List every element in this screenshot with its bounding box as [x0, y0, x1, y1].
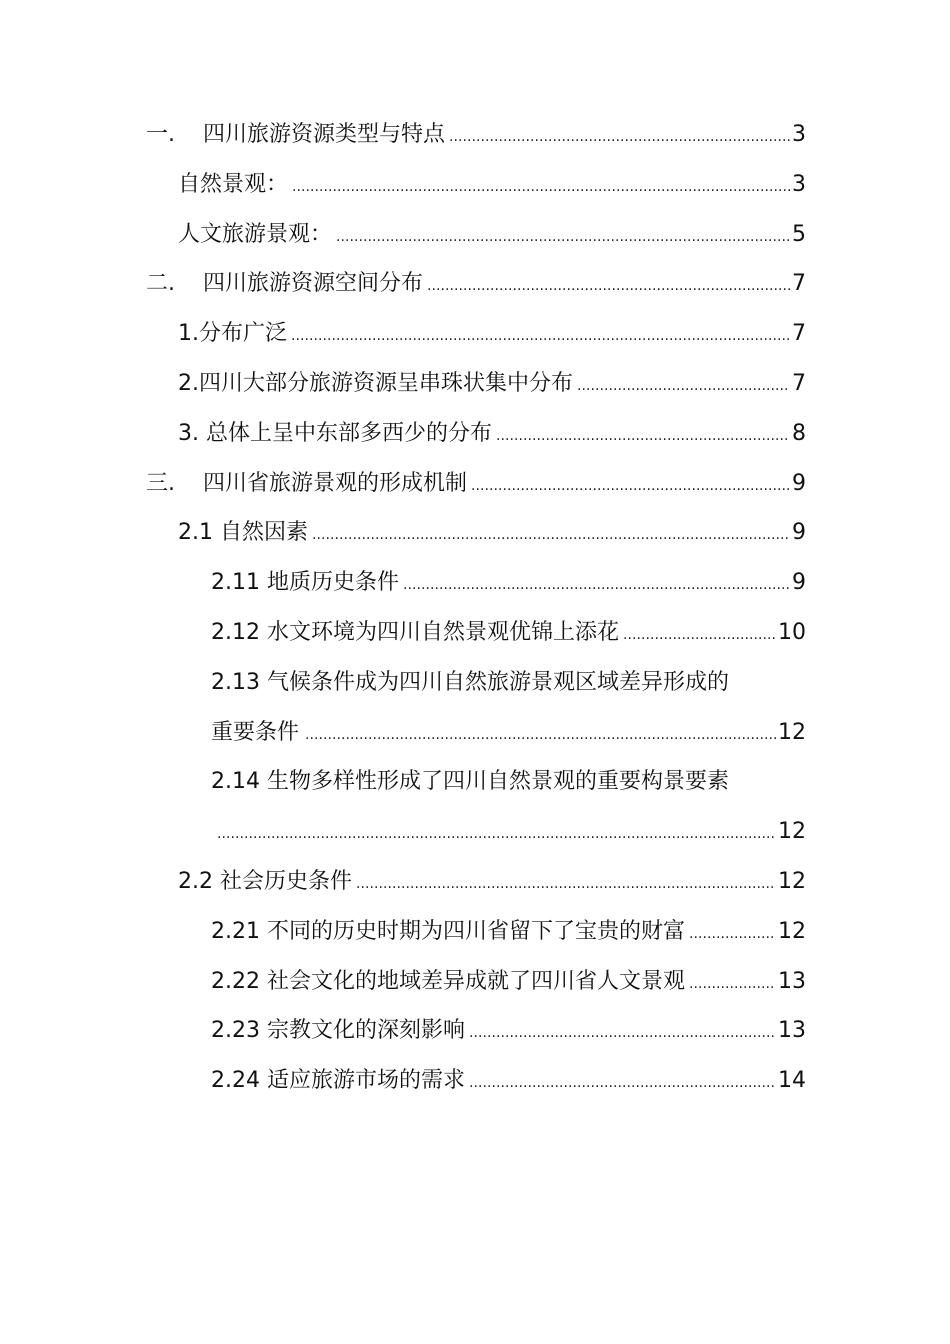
- toc-entry-page: 5: [792, 221, 806, 247]
- toc-entry-page: 13: [778, 968, 806, 994]
- toc-entry-2-13[interactable]: [0, 658, 806, 708]
- toc-entry-page: 3: [792, 122, 806, 147]
- toc-entry-title: 2.22 社会文化的地域差异成就了四川省人文景观: [211, 968, 685, 994]
- toc-entry-2-23[interactable]: [0, 1006, 806, 1056]
- dot-leader: [577, 359, 790, 412]
- toc-entry-natural-landscape[interactable]: [0, 160, 806, 210]
- toc-entry-title: 2.21 不同的历史时期为四川省留下了宝贵的财富: [211, 918, 685, 944]
- toc-entry-page: 3: [792, 171, 806, 197]
- toc-entry-page: 9: [792, 520, 806, 546]
- toc-entry-2-22[interactable]: [0, 957, 806, 1007]
- toc-entry-social-history[interactable]: [0, 857, 806, 907]
- dot-leader: [469, 1056, 776, 1109]
- toc-entry-title: 2.23 宗教文化的深刻影响: [211, 1018, 465, 1044]
- dot-leader: [623, 608, 776, 661]
- toc-entry-title: 2.14 生物多样性形成了四川自然景观的重要构景要素: [211, 769, 729, 795]
- toc-entry-section-3[interactable]: [0, 459, 806, 509]
- dot-leader: [689, 957, 776, 1010]
- toc-entry-2-24[interactable]: [0, 1056, 806, 1106]
- dot-leader: [217, 807, 776, 860]
- toc-entry-page: 12: [778, 819, 806, 845]
- toc-entry-2-1[interactable]: [0, 309, 806, 359]
- toc-entry-title: 3. 总体上呈中东部多西少的分布: [178, 420, 492, 446]
- toc-entry-title: 2.24 适应旅游市场的需求: [211, 1068, 465, 1094]
- toc-entry-title: 2.12 水文环境为四川自然景观优锦上添花: [211, 619, 619, 645]
- toc-entry-page: 8: [792, 420, 806, 446]
- toc-entry-number: 二.: [146, 271, 175, 297]
- dot-leader: [427, 259, 790, 312]
- dot-leader: [469, 1006, 776, 1059]
- toc-entry-page: 9: [792, 470, 806, 496]
- toc-entry-2-13-continued[interactable]: [0, 708, 806, 758]
- toc-entry-2-11[interactable]: [0, 558, 806, 608]
- toc-entry-page: 14: [778, 1068, 806, 1094]
- toc-entry-page: 10: [778, 619, 806, 645]
- toc-entry-section-2[interactable]: [0, 259, 806, 309]
- dot-leader: [689, 907, 776, 960]
- toc-entry-title: 四川省旅游景观的形成机制: [203, 470, 468, 496]
- toc-entry-2-2[interactable]: [0, 359, 806, 409]
- toc-entry-page: 7: [792, 370, 806, 396]
- toc-entry-title: 2.11 地质历史条件: [211, 570, 399, 596]
- toc-entry-title: 四川旅游资源类型与特点: [203, 122, 446, 147]
- table-of-contents: [0, 110, 950, 1106]
- dot-leader: [356, 857, 776, 910]
- toc-entry-2-3[interactable]: [0, 409, 806, 459]
- dot-leader: [305, 708, 776, 761]
- toc-entry-page: 12: [778, 868, 806, 894]
- toc-entry-2-12[interactable]: [0, 608, 806, 658]
- toc-entry-title: 2.2 社会历史条件: [178, 868, 352, 894]
- toc-entry-page: 7: [792, 271, 806, 297]
- toc-entry-page: 7: [792, 321, 806, 347]
- toc-entry-page: 13: [778, 1018, 806, 1044]
- toc-entry-number: 一.: [146, 122, 175, 147]
- toc-entry-2-14-continued[interactable]: [0, 807, 806, 857]
- dot-leader: [292, 160, 790, 213]
- toc-entry-page: 12: [778, 918, 806, 944]
- dot-leader: [449, 110, 790, 163]
- toc-entry-title-continued: 重要条件: [211, 719, 300, 745]
- toc-entry-title: 1.分布广泛: [178, 321, 287, 347]
- toc-entry-title: 2.四川大部分旅游资源呈串珠状集中分布: [178, 370, 573, 396]
- toc-entry-number: 三.: [146, 470, 175, 496]
- toc-entry-title: 自然景观：: [178, 171, 289, 197]
- dot-leader: [403, 558, 790, 611]
- toc-entry-title: 2.1 自然因素: [178, 520, 308, 546]
- dot-leader: [336, 210, 790, 263]
- dot-leader: [312, 508, 790, 561]
- toc-entry-natural-factors[interactable]: [0, 508, 806, 558]
- toc-entry-title: 四川旅游资源空间分布: [203, 271, 424, 297]
- dot-leader: [471, 459, 790, 512]
- toc-entry-2-21[interactable]: [0, 907, 806, 957]
- toc-entry-title: 2.13 气候条件成为四川自然旅游景观区域差异形成的: [211, 669, 729, 695]
- toc-entry-cultural-landscape[interactable]: [0, 210, 806, 260]
- toc-entry-page: 12: [778, 719, 806, 745]
- dot-leader: [496, 409, 790, 462]
- toc-entry-section-1[interactable]: [0, 110, 806, 160]
- dot-leader: [291, 309, 790, 362]
- toc-entry-page: 9: [792, 570, 806, 596]
- toc-entry-title: 人文旅游景观：: [178, 221, 333, 247]
- toc-entry-2-14[interactable]: [0, 757, 806, 807]
